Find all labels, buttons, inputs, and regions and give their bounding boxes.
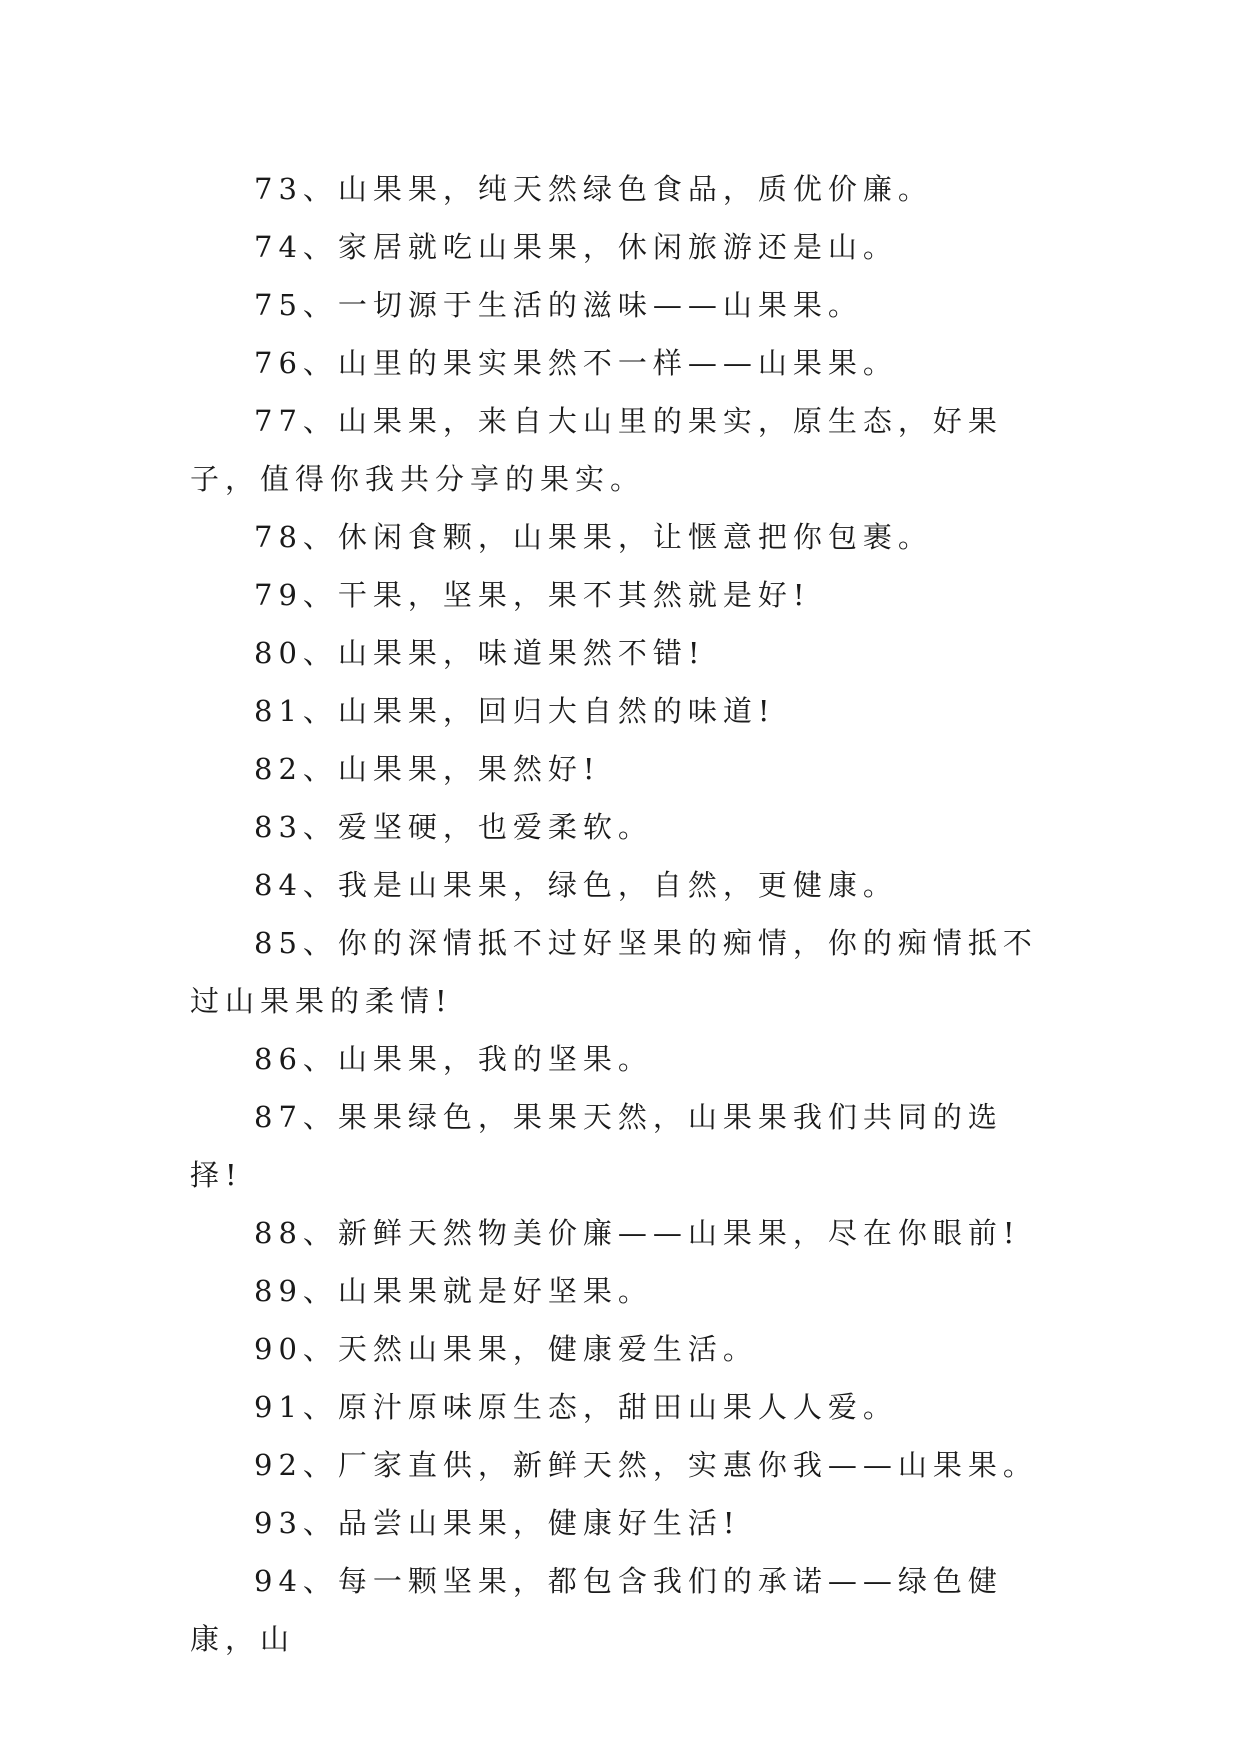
paragraph-76: 76、山里的果实果然不一样——山果果。	[254, 346, 898, 380]
paragraph-84: 84、我是山果果，绿色，自然，更健康。	[254, 868, 898, 902]
paragraph-77: 77、山果果，来自大山里的果实，原生态，好果子，值得你我共分享的果实。	[190, 404, 1003, 496]
paragraph-83: 83、爱坚硬，也爱柔软。	[254, 810, 653, 844]
paragraph-81: 81、山果果，回归大自然的味道!	[254, 694, 776, 728]
paragraph-91: 91、原汁原味原生态，甜田山果人人爱。	[254, 1390, 898, 1424]
paragraph-86: 86、山果果，我的坚果。	[254, 1042, 653, 1076]
paragraph-73: 73、山果果，纯天然绿色食品，质优价廉。	[254, 172, 933, 206]
paragraph-93: 93、品尝山果果，健康好生活!	[254, 1506, 741, 1540]
paragraph-80: 80、山果果，味道果然不错!	[254, 636, 706, 670]
paragraph-74: 74、家居就吃山果果，休闲旅游还是山。	[254, 230, 898, 264]
paragraph-88: 88、新鲜天然物美价廉——山果果，尽在你眼前!	[254, 1216, 1021, 1250]
paragraph-87: 87、果果绿色，果果天然，山果果我们共同的选择!	[190, 1100, 1003, 1192]
paragraph-90: 90、天然山果果，健康爱生活。	[254, 1332, 758, 1366]
paragraph-75: 75、一切源于生活的滋味——山果果。	[254, 288, 863, 322]
paragraph-85: 85、你的深情抵不过好坚果的痴情，你的痴情抵不过山果果的柔情!	[190, 926, 1038, 1018]
paragraph-92: 92、厂家直供，新鲜天然，实惠你我——山果果。	[254, 1448, 1038, 1482]
paragraph-78: 78、休闲食颗，山果果，让惬意把你包裹。	[254, 520, 933, 554]
paragraph-82: 82、山果果，果然好!	[254, 752, 601, 786]
paragraph-79: 79、干果，坚果，果不其然就是好!	[254, 578, 811, 612]
paragraph-89: 89、山果果就是好坚果。	[254, 1274, 653, 1308]
paragraph-94: 94、每一颗坚果，都包含我们的承诺——绿色健康，山	[190, 1564, 1003, 1656]
document-body	[190, 160, 1050, 1668]
